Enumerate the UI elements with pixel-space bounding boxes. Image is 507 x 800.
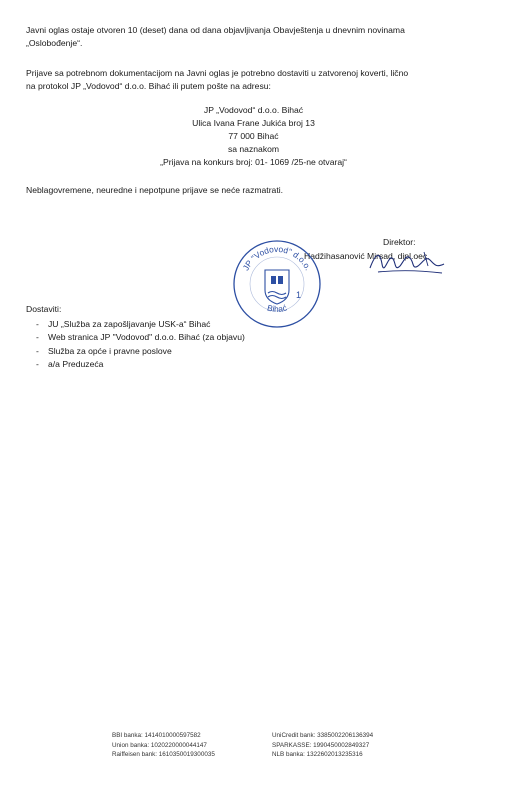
address-block [0, 104, 507, 169]
bank-accounts-left [112, 731, 215, 760]
bank-account-bbi: BBI banka: 1414010000597582 [112, 732, 201, 739]
list-item: - Web stranica JP "Vodovod" d.o.o. Bihać (za objavu) [36, 331, 245, 344]
paragraph-validity-line1: Javni oglas ostaje otvoren 10 (deset) dana od dana objavljivanja Obavještenja u dnevnim novinama [26, 25, 405, 35]
list-item: - JU „Služba za zapošljavanje USK-a“ Bihać [36, 318, 245, 331]
paragraph-submission [26, 67, 482, 93]
list-item: - Služba za opće i pravne poslove [36, 345, 245, 358]
paragraph-validity [26, 24, 482, 50]
coat-of-arms-icon [265, 270, 289, 304]
stamp-top-text: JP "Vodovod" d.o.o. [240, 243, 314, 273]
bank-account-sparkasse: SPARKASSE: 1990450002849327 [272, 741, 370, 749]
distribution-heading: Dostaviti: [26, 304, 62, 314]
director-signature [368, 246, 448, 285]
paragraph-rejection: Neblagovremene, neuredne i nepotpune prijave se neće razmatrati. [26, 185, 284, 195]
address-line-street: Ulica Ivana Frane Jukića broj 13 [192, 118, 315, 128]
bank-account-nlb: NLB banka: 1322602013235316 [272, 751, 363, 758]
stamp-bottom-text: Bihać [266, 302, 288, 315]
list-item: - a/a Preduzeća [36, 358, 245, 371]
paragraph-submission-line1: Prijave sa potrebnom dokumentacijom na Javni oglas je potrebno dostaviti u zatvorenoj koverti, lično [26, 68, 409, 78]
paragraph-submission-line2: na protokol JP „Vodovod“ d.o.o. Bihać ili putem pošte na adresu: [26, 81, 271, 91]
distribution-list [36, 318, 245, 372]
address-line-reference: „Prijava na konkurs broj: 01- 1069 /25-ne otvaraj“ [160, 157, 347, 167]
address-line-city: 77 000 Bihać [228, 131, 279, 141]
bank-account-raiffeisen: Raiffeisen bank: 1610350019300035 [112, 751, 215, 758]
address-line-note: sa naznakom [227, 144, 280, 154]
bank-account-union: Union banka: 1020220000044147 [112, 741, 207, 749]
director-title: Direktor: [383, 237, 416, 247]
director-name: Hadžihasanović Mirsad, dipl.oec. [304, 251, 430, 261]
paragraph-validity-line2: „Oslobođenje“. [26, 38, 83, 48]
bank-accounts-right [272, 731, 373, 760]
address-line-company: JP „Vodovod“ d.o.o. Bihać [203, 105, 304, 115]
bank-account-unicredit: UniCredit bank: 3385002206136394 [272, 732, 374, 739]
stamp-number: 1 [296, 290, 302, 300]
